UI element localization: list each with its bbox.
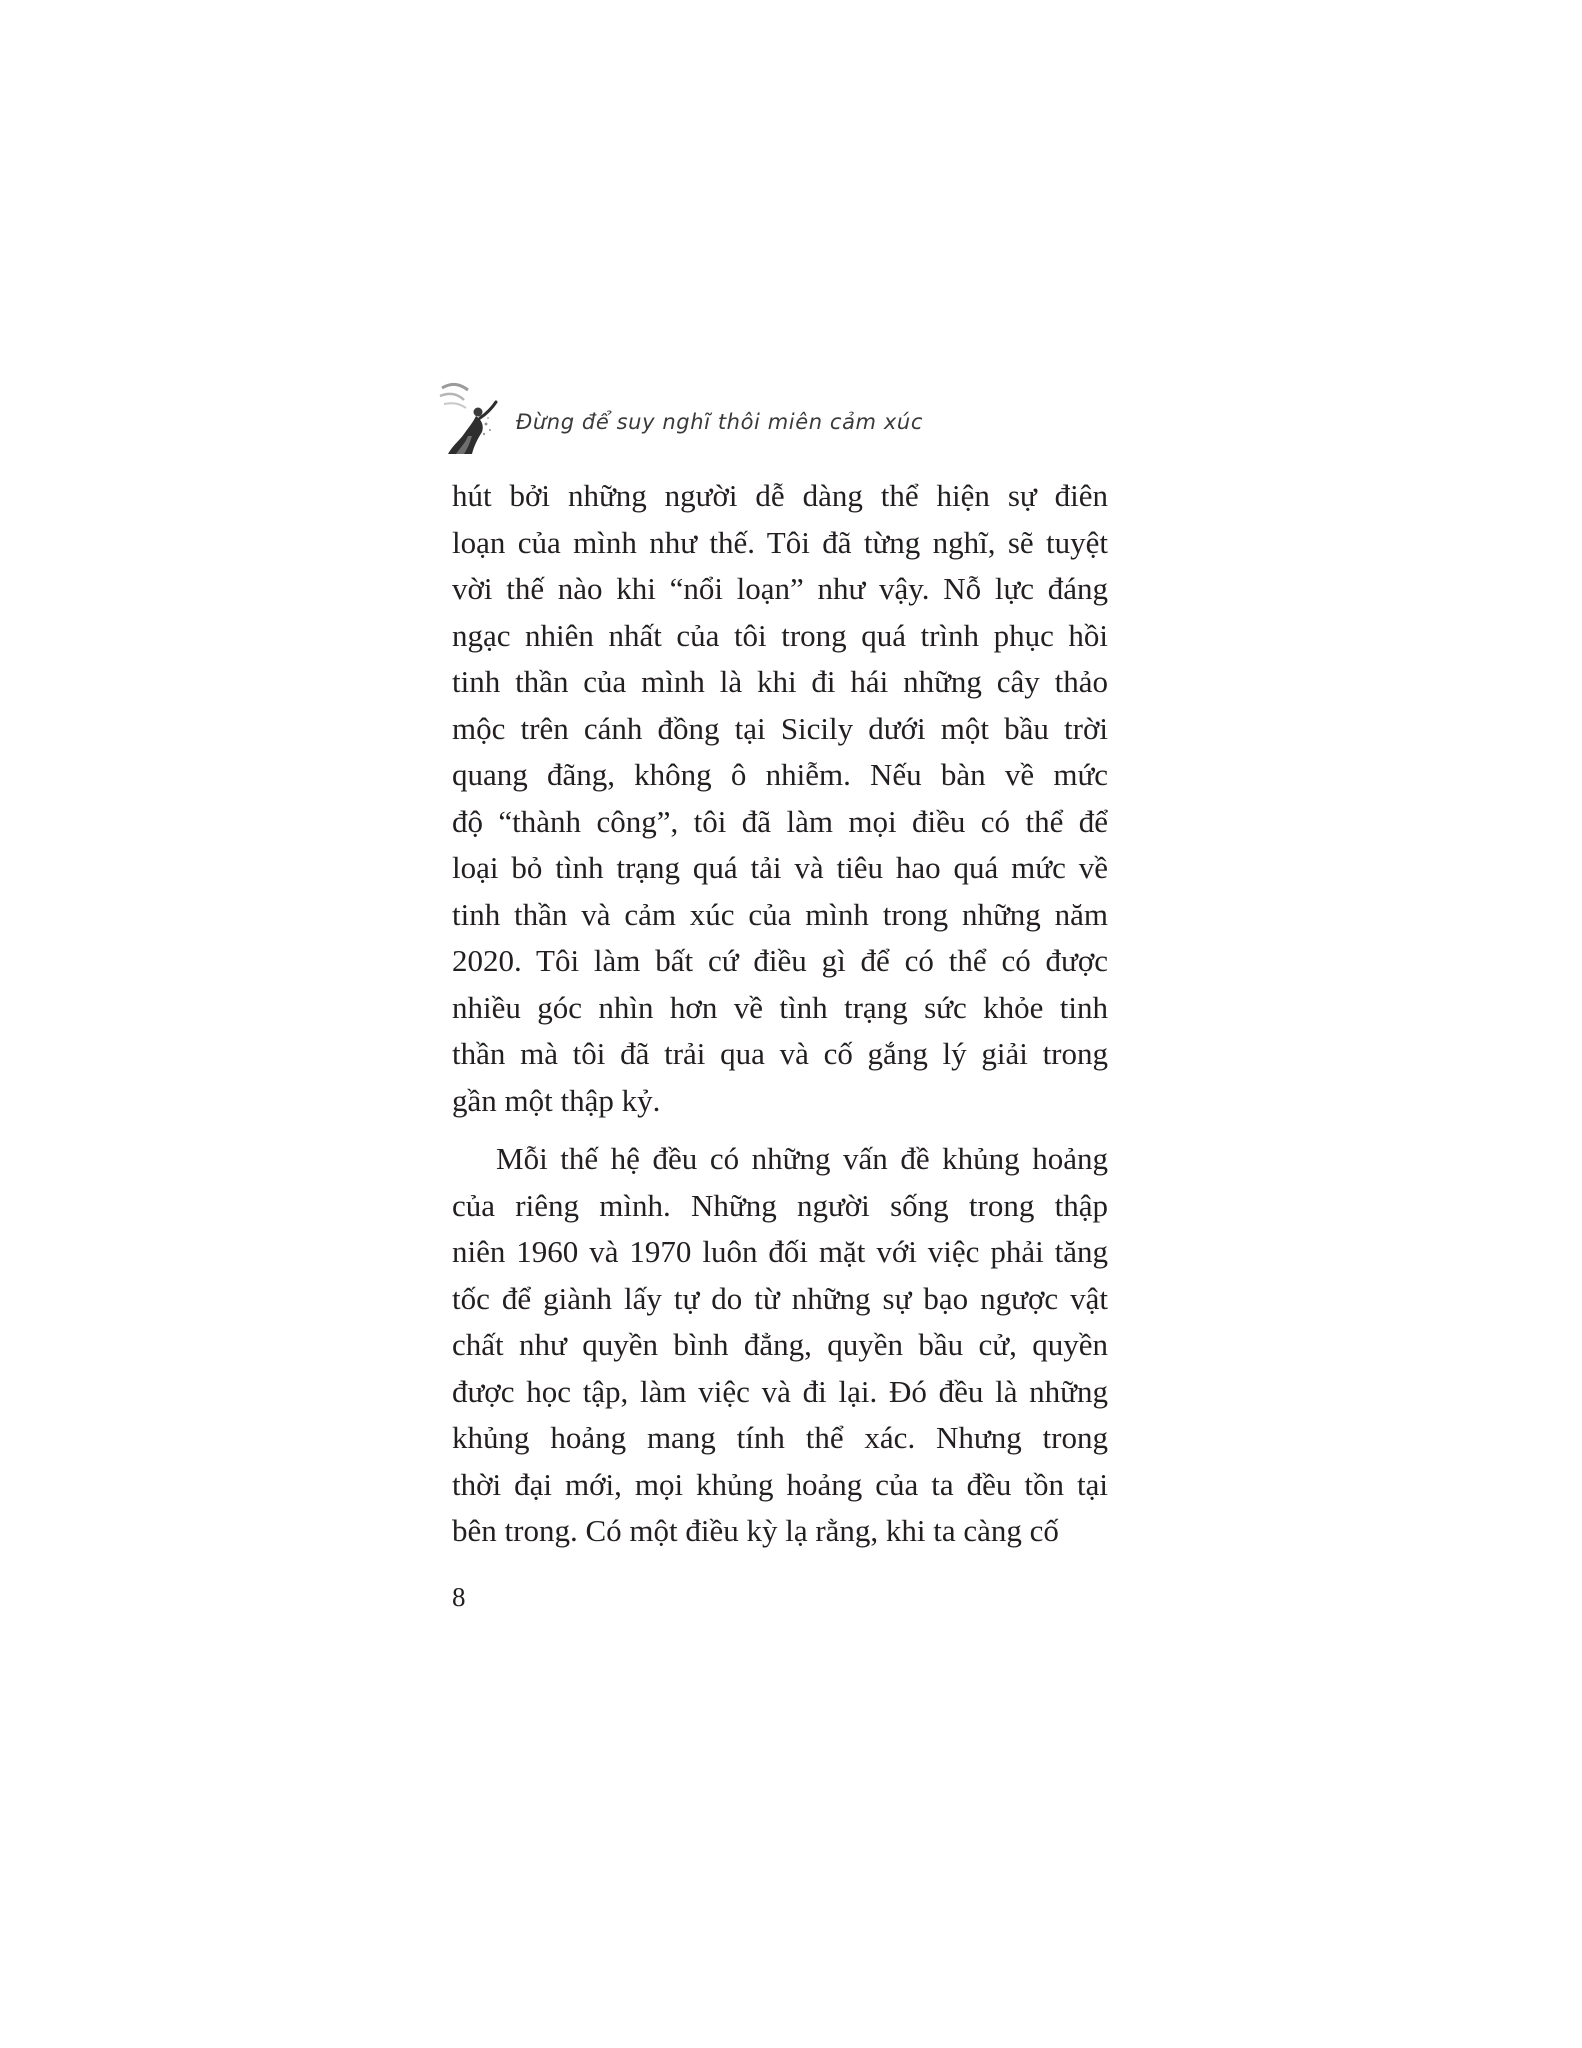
text-line: chất như quyền bình đẳng, quyền bầu cử, quyền (452, 1327, 1108, 1362)
running-header-title: Đừng để suy nghĩ thôi miên cảm xúc (516, 410, 923, 434)
text-line: nhiều góc nhìn hơn về tình trạng sức khỏe tinh (452, 989, 1108, 1025)
text-line: thần mà tôi đã trải qua và cố gắng lý giải trong (452, 1036, 1108, 1071)
text-line: độ “thành công”, tôi đã làm mọi điều có thể để (452, 803, 1108, 839)
text-line: của riêng mình. Những người sống trong thập (452, 1187, 1108, 1223)
text-line: niên 1960 và 1970 luôn đối mặt với việc phải tăng (452, 1234, 1108, 1269)
paragraph (452, 1136, 1108, 1555)
text-line: Mỗi thế hệ đều có những vấn đề khủng hoảng (496, 1141, 1108, 1176)
page-number: 8 (452, 1582, 466, 1612)
text-line: tinh thần và cảm xúc của mình trong những năm (452, 896, 1108, 932)
text-line: thời đại mới, mọi khủng hoảng của ta đều tồn tại (452, 1466, 1108, 1502)
text-line: quang đãng, không ô nhiễm. Nếu bàn về mức (452, 757, 1108, 792)
text-line: hút bởi những người dễ dàng thể hiện sự điên (452, 478, 1108, 513)
dancer-silhouette-icon (438, 378, 500, 458)
text-line: ngạc nhiên nhất của tôi trong quá trình phục hồi (452, 617, 1108, 653)
text-line: loại bỏ tình trạng quá tải và tiêu hao quá mức về (452, 850, 1108, 885)
text-line: loạn của mình như thế. Tôi đã từng nghĩ, sẽ tuyệt (452, 524, 1108, 560)
running-header (438, 378, 1138, 458)
text-line: tốc để giành lấy tự do từ những sự bạo ngược vật (452, 1280, 1108, 1316)
paragraph (452, 473, 1108, 1124)
text-line: tinh thần của mình là khi đi hái những cây thảo (452, 664, 1108, 699)
text-line: gần một thập kỷ. (452, 1082, 661, 1118)
text-line: vời thế nào khi “nổi loạn” như vậy. Nỗ lực đáng (452, 571, 1108, 606)
body-text (452, 473, 1108, 1555)
text-line: 2020. Tôi làm bất cứ điều gì để có thể có được (452, 943, 1108, 978)
text-line: khủng hoảng mang tính thể xác. Nhưng trong (452, 1420, 1108, 1455)
text-line: được học tập, làm việc và đi lại. Đó đều là những (452, 1373, 1108, 1409)
text-line: bên trong. Có một điều kỳ lạ rằng, khi ta càng cố (452, 1513, 1059, 1548)
text-line: mộc trên cánh đồng tại Sicily dưới một bầu trời (452, 710, 1108, 746)
